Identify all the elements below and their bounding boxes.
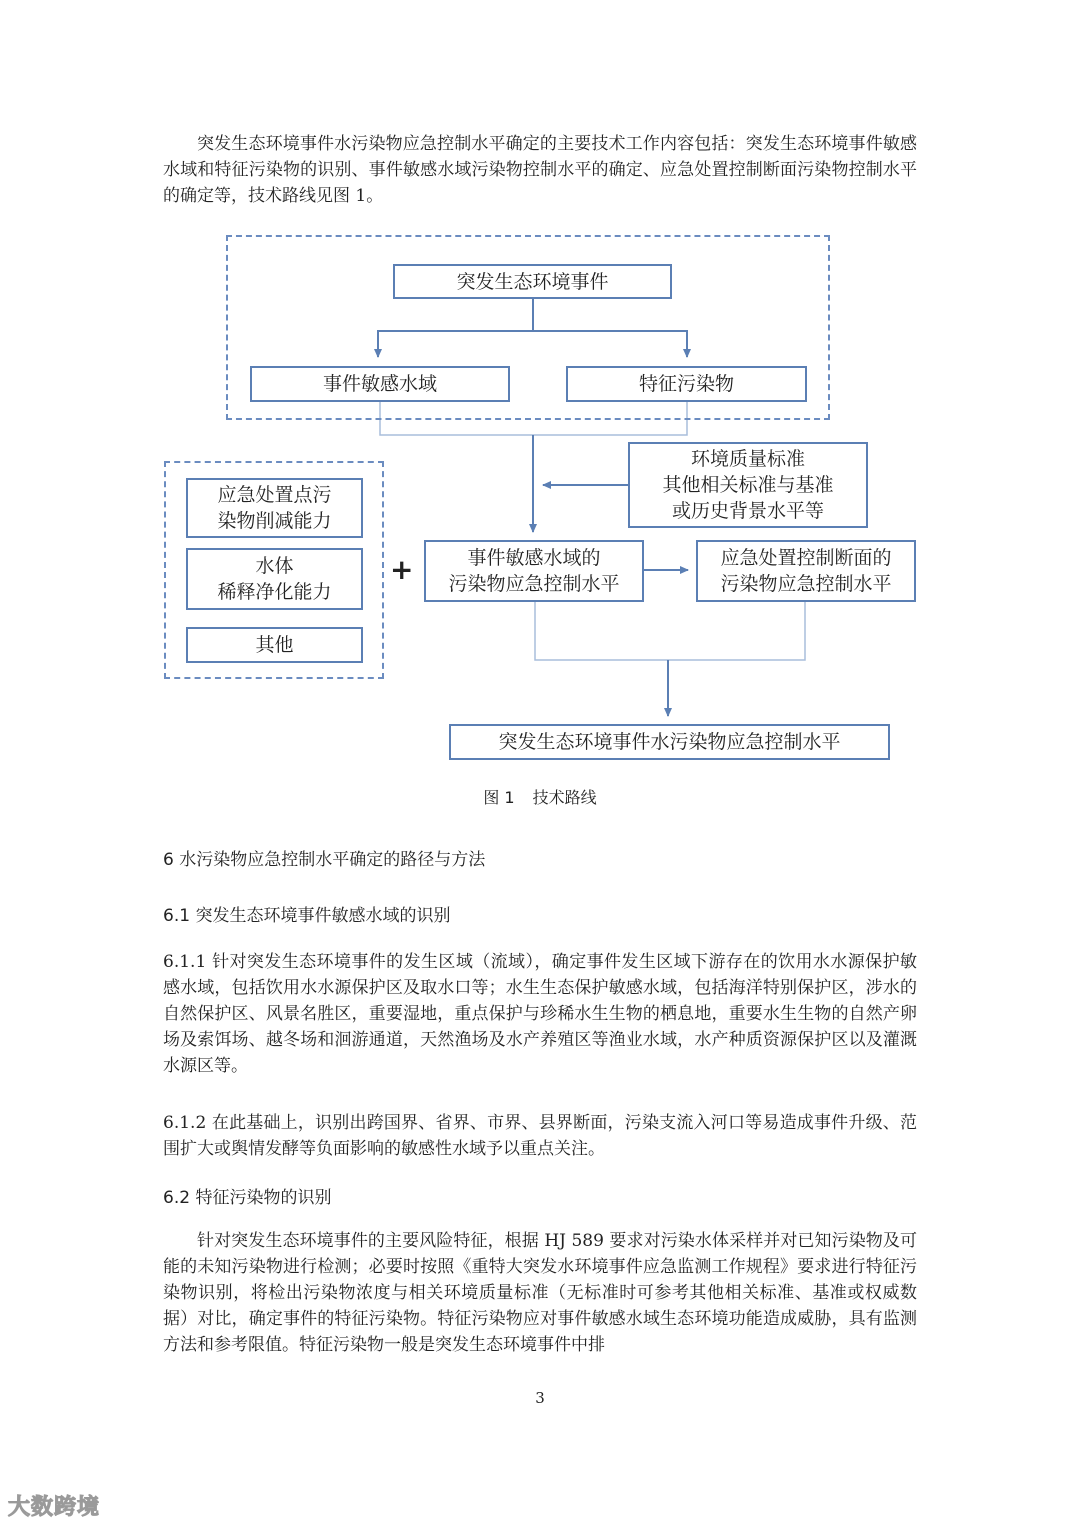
water-level-line: 事件敏感水域的 [467, 547, 601, 569]
page-number: 3 [535, 1389, 545, 1407]
box-pollutant-label: 特征污染物 [638, 373, 734, 395]
box-dilution-capacity [186, 548, 363, 610]
plus-sign: + [390, 553, 414, 586]
paragraph-6-1-1: 6.1.1 针对突发生态环境事件的发生区域（流域），确定事件发生区域下游存在的饮用水水源保护敏感水域，包括饮用水水源保护区及取水口等；水生生态保护敏感水域，包括海洋特别保护区，涉水的自然保护区、风景名胜区，重要湿地，重点保护与珍稀水生生物的栖息地，重要水生生物的自然产卵场及索饵场、越冬场和洄游通道，天然渔场及水产养殖区等渔业水域，水产种质资源保护区以及灌溉水源区等。 [163, 952, 917, 1076]
factor-line: 染物削减能力 [217, 510, 332, 532]
section-level-line: 污染物应急控制水平 [720, 573, 892, 595]
box-other [186, 627, 363, 663]
box-reduction-capacity [186, 478, 363, 538]
connector-lower-left [535, 601, 805, 660]
heading-6: 6 水污染物应急控制水平确定的路径与方法 [163, 850, 486, 870]
box-pollutant [566, 366, 807, 402]
factor-line: 稀释净化能力 [217, 581, 332, 603]
paragraph-6-1-2: 6.1.2 在此基础上，识别出跨国界、省界、市界、县界断面，污染支流入河口等易造成事件升级、范围扩大或舆情发酵等负面影响的敏感性水域予以重点关注。 [163, 1113, 917, 1159]
box-result [449, 724, 890, 760]
factor-line: 应急处置点污 [217, 484, 332, 506]
paragraph-6-2: 针对突发生态环境事件的主要风险特征，根据 HJ 589 要求对污染水体采样并对已知污染物及可能的未知污染物进行检测；必要时按照《重特大突发水环境事件应急监测工作规程》要求进行特征污染物识别，将检出污染物浓度与相关环境质量标准（无标准时可参考其他相关标准、基准或权威数据）对比，确定事件的特征污染物。特征污染物应对事件敏感水域生态环境功能造成威胁，具有监测方法和参考限值。特征污染物一般是突发生态环境事件中排 [163, 1231, 917, 1355]
box-top-event [393, 264, 672, 299]
watermark-logo: 大数跨境 [8, 1495, 101, 1520]
box-section-control-level [696, 540, 916, 602]
water-level-line: 污染物应急控制水平 [448, 573, 620, 595]
caption-label: 图 1 [483, 788, 515, 807]
standards-line: 或历史背景水平等 [671, 500, 824, 522]
box-sensitive-water [250, 366, 510, 402]
factor-line: 水体 [255, 555, 294, 577]
box-water-control-level [424, 540, 644, 602]
heading-6-2: 6.2 特征污染物的识别 [163, 1188, 332, 1208]
figure-caption [0, 785, 1080, 808]
intro-paragraph: 突发生态环境事件水污染物应急控制水平确定的主要技术工作内容包括：突发生态环境事件敏感水域和特征污染物的识别、事件敏感水域污染物控制水平的确定、应急处置控制断面污染物控制水平的确定等，技术路线见图 1。 [163, 134, 917, 206]
section-level-line: 应急处置控制断面的 [720, 547, 892, 569]
heading-6-1: 6.1 突发生态环境事件敏感水域的识别 [163, 906, 451, 926]
caption-title: 技术路线 [532, 788, 597, 807]
box-sensitive-water-label: 事件敏感水域 [322, 373, 437, 395]
factor-line: 其他 [255, 634, 294, 656]
box-top-event-label: 突发生态环境事件 [456, 270, 609, 293]
box-standards [628, 442, 868, 528]
standards-line: 其他相关标准与基准 [662, 474, 834, 496]
box-result-label: 突发生态环境事件水污染物应急控制水平 [498, 731, 841, 753]
standards-line: 环境质量标准 [690, 448, 805, 470]
